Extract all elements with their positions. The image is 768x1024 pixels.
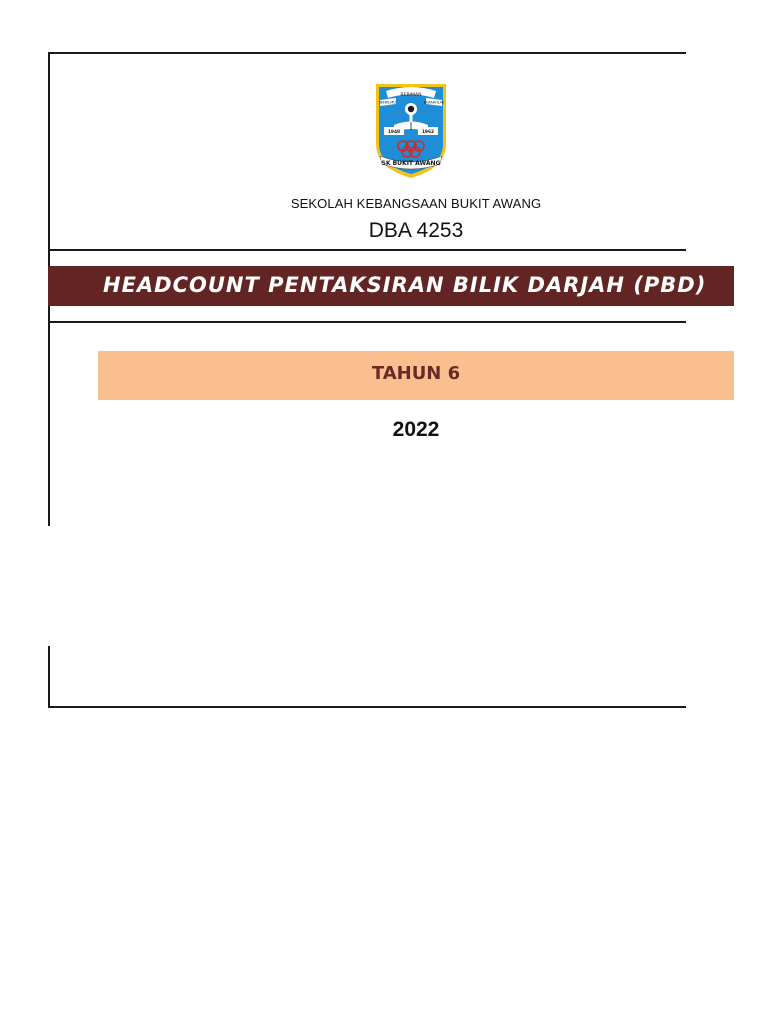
frame-left-line-lower (48, 646, 50, 708)
year-label: 2022 (392, 418, 440, 441)
banner-title: HEADCOUNT PENTAKSIRAN BILIK DARJAH (PBD) (103, 273, 707, 297)
divider-line-upper (48, 249, 686, 251)
school-crest-logo (372, 82, 450, 180)
title-banner (48, 266, 734, 306)
school-code: DBA 4253 (368, 219, 464, 242)
crest-ribbon-text: SK BUKIT AWANG (381, 160, 441, 167)
grade-label: TAHUN 6 (371, 363, 461, 384)
frame-top-line (48, 52, 686, 54)
crest-motto-left: BERILMU (379, 100, 397, 105)
crest-year-right: 1962 (421, 130, 435, 135)
frame-bottom-line (48, 706, 686, 708)
crest-year-left: 1948 (387, 130, 401, 135)
school-name: SEKOLAH KEBANGSAAN BUKIT AWANG (290, 196, 542, 211)
divider-line-lower (48, 321, 686, 323)
crest-motto-top: BERIMAN (400, 93, 422, 98)
crest-motto-right: BERAKHLAK (423, 100, 445, 105)
